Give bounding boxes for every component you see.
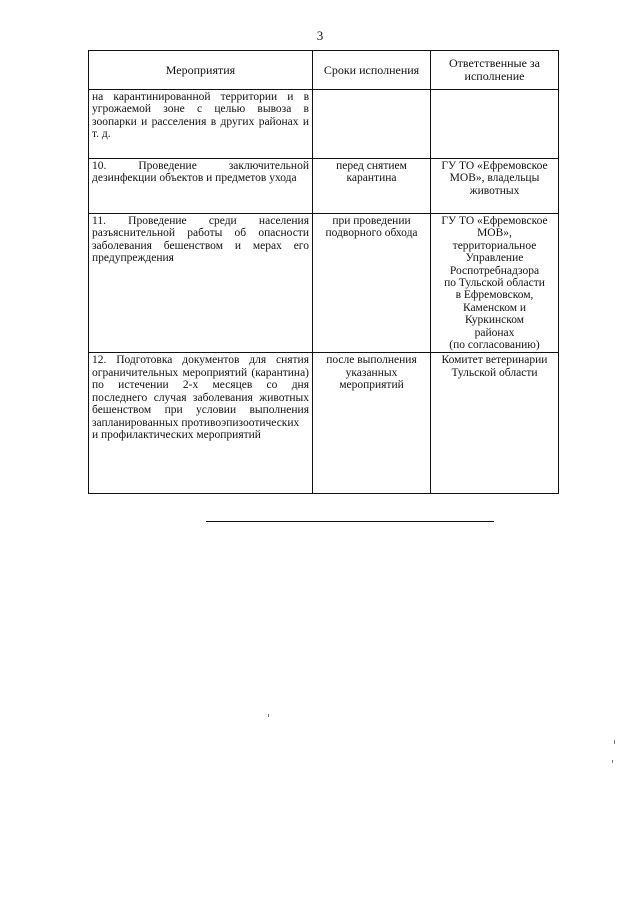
event-cell — [89, 159, 313, 214]
term-text: при проведении подворного обхода — [325, 215, 418, 240]
event-text: 12. Подготовка документов для снятия ограничительных мероприятий (карантина) по истечении 2-х месяцев со дня последнего случая заболевания животных бешенством при условии выполнения запланированных противоэпизоотических и профилактических мероприятий — [92, 354, 309, 441]
term-text: перед снятием карантина — [336, 160, 407, 185]
header-events: Мероприятия — [89, 51, 313, 90]
table-row — [89, 214, 559, 353]
table-row — [89, 353, 559, 494]
term-text: после выполнения указанных мероприятий — [326, 354, 417, 392]
scan-speck — [612, 760, 613, 763]
responsible-text: Комитет ветеринарии Тульской области — [441, 354, 548, 379]
header-responsible-text: Ответственные за исполнение — [448, 56, 540, 83]
scan-speck — [268, 714, 269, 717]
end-of-document-rule — [206, 521, 494, 522]
page-number: 3 — [316, 28, 324, 43]
event-text: на карантинированной территории и в угрожаемой зоне с целью вывоза в зоопарки и расселения в других районах и т. д. — [92, 91, 309, 141]
header-terms: Сроки исполнения — [313, 51, 431, 90]
event-text: 11. Проведение среди населения разъяснительной работы об опасности заболевания бешенством и мерах его предупреждения — [92, 215, 309, 265]
term-cell — [313, 90, 431, 159]
responsible-text: ГУ ТО «Ефремовское МОВ», владельцы животных — [441, 160, 548, 197]
table-header-row — [89, 51, 559, 90]
scan-speck — [614, 740, 615, 744]
term-cell — [313, 353, 431, 494]
table-row — [89, 159, 559, 214]
header-responsible — [431, 51, 559, 90]
event-cell — [89, 353, 313, 494]
responsible-cell — [431, 90, 559, 159]
event-text: 10. Проведение заключительной дезинфекции объектов и предметов ухода — [92, 160, 309, 185]
responsible-cell — [431, 159, 559, 214]
responsible-text: ГУ ТО «Ефремовское МОВ», территориальное Управление Роспотребнадзора по Тульской области в Ефремовском, Каменском и Куркинском районах (по согласованию) — [441, 215, 548, 352]
responsible-cell — [431, 353, 559, 494]
term-cell — [313, 214, 431, 353]
table-row — [89, 90, 559, 159]
event-cell — [89, 90, 313, 159]
event-cell — [89, 214, 313, 353]
responsible-cell — [431, 214, 559, 353]
measures-table — [88, 50, 559, 494]
term-cell — [313, 159, 431, 214]
